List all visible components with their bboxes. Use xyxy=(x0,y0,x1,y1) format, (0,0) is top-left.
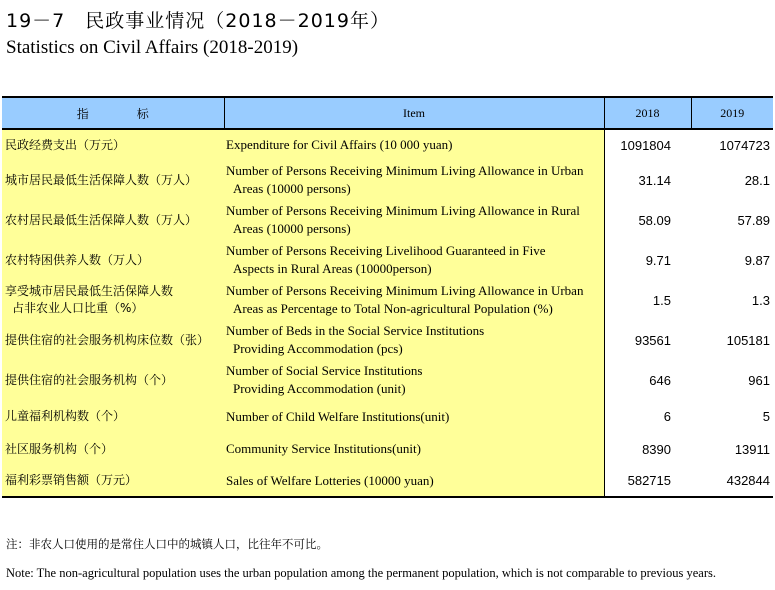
row-label-en-line: Number of Persons Receiving Livelihood Guaranteed in Five xyxy=(226,243,546,258)
row-label-en-line: Community Service Institutions(unit) xyxy=(226,441,421,456)
row-label-en xyxy=(224,129,604,160)
table-row xyxy=(2,320,773,360)
row-label-en xyxy=(224,160,604,200)
value-2018: 582715 xyxy=(604,465,691,497)
row-label-en xyxy=(224,400,604,433)
row-label-en-line: Providing Accommodation (unit) xyxy=(233,381,406,396)
page-title-en: Statistics on Civil Affairs (2018-2019) xyxy=(6,37,299,58)
value-2019: 5 xyxy=(762,409,770,424)
row-label-cn xyxy=(2,280,224,320)
table-row xyxy=(2,280,773,320)
row-label-en-line: Areas (10000 persons) xyxy=(233,221,351,236)
value-2019: 105181 xyxy=(726,332,770,348)
table-row xyxy=(2,240,773,280)
page-title-cn: 19－7 民政事业情况（2018－2019年） xyxy=(6,10,390,32)
table-row xyxy=(2,433,773,465)
row-label-en-line: Expenditure for Civil Affairs (10 000 yuan) xyxy=(226,137,453,152)
value-2019: 961 xyxy=(748,372,770,388)
value-2019: 1074723 xyxy=(719,137,770,153)
table-row xyxy=(2,129,773,160)
row-label-cn: 农村居民最低生活保障人数（万人） xyxy=(2,200,224,240)
value-2019: 13911 xyxy=(734,441,770,457)
value-2018: 1.5 xyxy=(652,292,671,308)
row-label-en-line: Number of Social Service Institutions xyxy=(226,363,423,378)
value-2018: 8390 xyxy=(642,441,671,457)
value-2019: 432844 xyxy=(691,465,773,497)
value-2018: 1091804 xyxy=(620,137,671,153)
row-label-en-line: Number of Persons Receiving Minimum Living Allowance in Urban xyxy=(226,283,584,298)
row-label-en-line: Number of Beds in the Social Service Institutions xyxy=(226,323,485,338)
value-2019: 1.3 xyxy=(751,292,770,308)
row-label-en xyxy=(224,433,604,465)
row-label-en-line: Providing Accommodation (pcs) xyxy=(233,341,403,356)
value-2018: 646 xyxy=(649,372,671,388)
header-2019: 2019 xyxy=(691,97,773,129)
table-row xyxy=(2,400,773,433)
header-indicator: 指 标 xyxy=(2,97,224,129)
row-label-en-line: Number of Persons Receiving Minimum Living Allowance in Urban xyxy=(226,163,584,178)
statistics-table xyxy=(2,96,773,498)
row-label-en-line: Number of Child Welfare Institutions(unit) xyxy=(226,408,450,424)
footnote-cn: 注：非农人口使用的是常住人口中的城镇人口，比往年不可比。 xyxy=(6,537,328,551)
header-2018: 2018 xyxy=(604,97,691,129)
row-label-cn: 社区服务机构（个） xyxy=(2,433,224,465)
row-label-en xyxy=(224,240,604,280)
value-2018: 9.71 xyxy=(645,252,671,268)
value-2019: 9.87 xyxy=(744,252,770,268)
row-label-en xyxy=(224,360,604,400)
row-label-cn-line: 占非农业人口比重（%） xyxy=(12,301,144,315)
row-label-cn: 福利彩票销售额（万元） xyxy=(2,465,224,497)
row-label-en-line: Aspects in Rural Areas (10000person) xyxy=(233,261,432,276)
row-label-cn: 儿童福利机构数（个） xyxy=(2,400,224,433)
row-label-cn: 提供住宿的社会服务机构（个） xyxy=(2,360,224,400)
table-row xyxy=(2,200,773,240)
row-label-en-line: Sales of Welfare Lotteries (10000 yuan) xyxy=(226,472,434,488)
table-row xyxy=(2,465,773,497)
row-label-en xyxy=(224,200,604,240)
row-label-cn-line: 享受城市居民最低生活保障人数 xyxy=(5,284,174,298)
row-label-cn: 农村特困供养人数（万人） xyxy=(2,240,224,280)
row-label-en xyxy=(224,320,604,360)
value-2019: 28.1 xyxy=(744,172,770,188)
row-label-cn: 民政经费支出（万元） xyxy=(2,129,224,160)
row-label-en xyxy=(224,280,604,320)
table-row xyxy=(2,160,773,200)
row-label-en xyxy=(224,465,604,497)
value-2018: 93561 xyxy=(634,332,671,348)
value-2019: 57.89 xyxy=(737,212,770,228)
row-label-en-line: Areas (10000 persons) xyxy=(233,181,351,196)
row-label-cn: 城市居民最低生活保障人数（万人） xyxy=(2,160,224,200)
footnote-en: Note: The non-agricultural population uses the urban population among the permanent population, which is not comparable to previous years. xyxy=(6,566,717,580)
row-label-en-line: Number of Persons Receiving Minimum Living Allowance in Rural xyxy=(226,203,580,218)
row-label-en-line: Areas as Percentage to Total Non-agricultural Population (%) xyxy=(233,301,553,316)
value-2018: 31.14 xyxy=(638,172,671,188)
value-2018: 6 xyxy=(663,409,671,424)
table-header-row xyxy=(2,97,773,129)
value-2018: 58.09 xyxy=(638,212,671,228)
table-row xyxy=(2,360,773,400)
header-item: Item xyxy=(224,97,604,129)
row-label-cn: 提供住宿的社会服务机构床位数（张） xyxy=(2,320,224,360)
